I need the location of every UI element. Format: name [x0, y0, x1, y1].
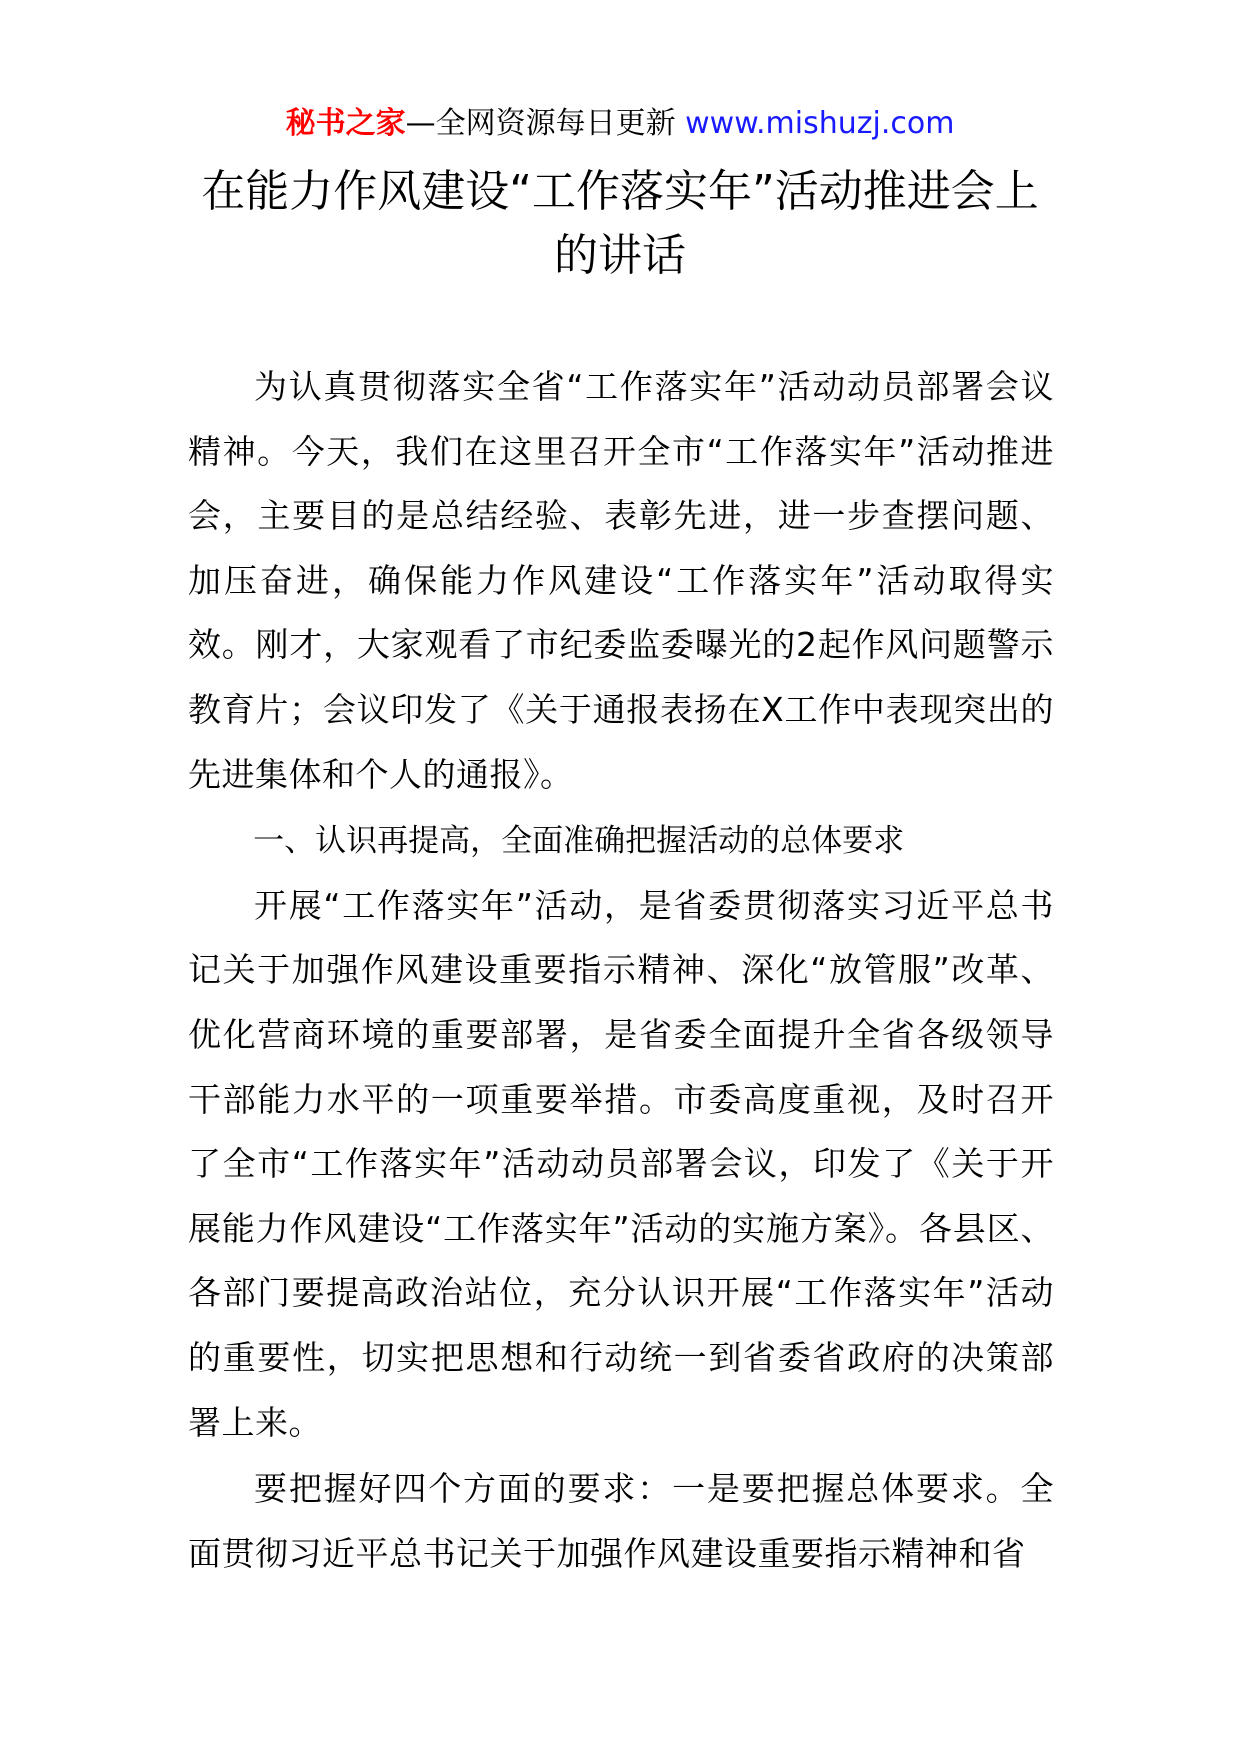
intro-paragraph: 为认真贯彻落实全省“工作落实年”活动动员部署会议精神。今天，我们在这里召开全市“工作落实年”活动推进会，主要目的是总结经验、表彰先进，进一步查摆问题、加压奋进，确保能力作风建设“工作落实年”活动取得实效。刚才，大家观看了市纪委监委曝光的2起作风问题警示教育片；会议印发了《关于通报表扬在X工作中表现突出的先进集体和个人的通报》。 [188, 367, 1054, 794]
site-url-link[interactable]: www.mishuzj.com [685, 106, 955, 141]
section-heading: 一、认识再提高，全面准确把握活动的总体要求 [253, 823, 905, 860]
document-title: 在能力作风建设“工作落实年”活动推进会上的讲话 [201, 166, 1039, 281]
site-brand: 秘书之家 [285, 106, 406, 141]
site-header [0, 100, 1240, 148]
body-paragraph: 要把握好四个方面的要求：一是要把握总体要求。全面贯彻习近平总书记关于加强作风建设重要指示精神和省 [188, 1469, 1054, 1573]
document-body [188, 355, 1054, 1586]
body-paragraph: 开展“工作落实年”活动，是省委贯彻落实习近平总书记关于加强作风建设重要指示精神、深化“放管服”改革、优化营商环境的重要部署，是省委全面提升全省各级领导干部能力水平的一项重要举措。市委高度重视，及时召开了全市“工作落实年”活动动员部署会议，印发了《关于开展能力作风建设“工作落实年”活动的实施方案》。各县区、各部门要提高政治站位，充分认识开展“工作落实年”活动的重要性，切实把思想和行动统一到省委省政府的决策部署上来。 [188, 885, 1054, 1442]
site-tagline: —全网资源每日更新 [405, 106, 676, 141]
